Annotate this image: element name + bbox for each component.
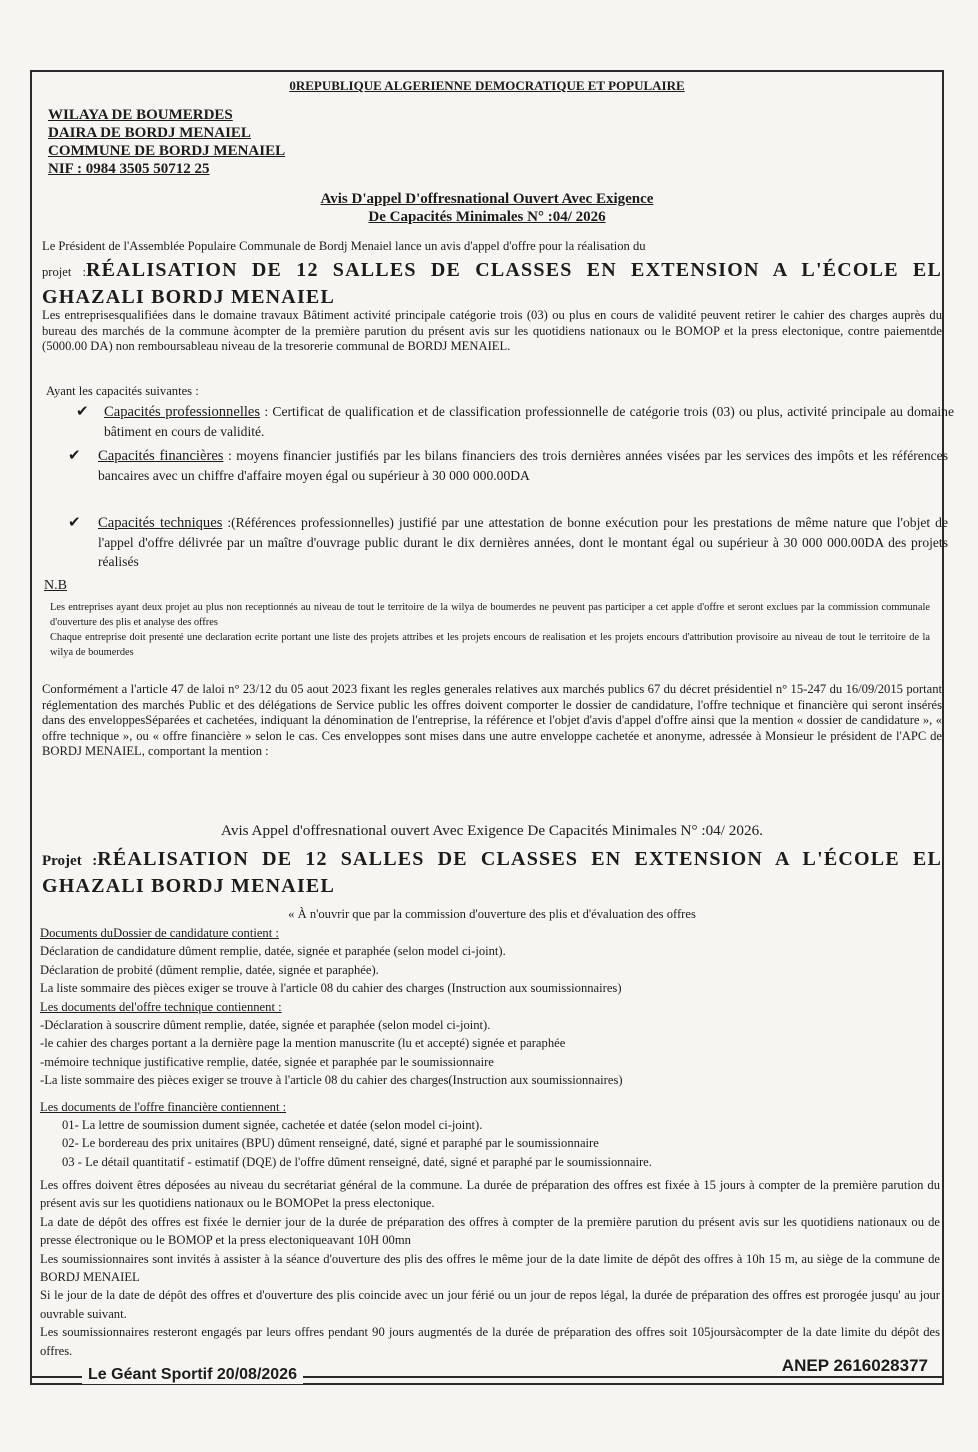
project-name-1: RÉALISATION DE 12 SALLES DE CLASSES EN EXTENSION A L'ÉCOLE EL GHAZALI BORDJ MENAIEL bbox=[42, 259, 942, 308]
capacity-financial bbox=[98, 446, 948, 485]
capacity-professional-text: : Certificat de qualification et de classification professionnelle de catégorie trois (03) ou plus, activité principale au domaine bâtiment en cours de validité. bbox=[104, 404, 954, 439]
list-item: -Déclaration à souscrire dûment remplie, datée, signée et paraphée (selon model ci-joint). bbox=[40, 1018, 491, 1033]
do-not-open-mention: « À n'ouvrir que par la commission d'ouverture des plis et d'évaluation des offres bbox=[288, 907, 696, 921]
project-name-2: RÉALISATION DE 12 SALLES DE CLASSES EN EXTENSION A L'ÉCOLE EL GHAZALI BORDJ MENAIEL bbox=[42, 848, 942, 897]
capacity-technical-text: :(Références professionnelles) justifié par une attestation de bonne exécution pour les prestations de même nature que l'objet de l'appel d'offre délivrée par un maître d'ouvrage public durant le dix dernières années, dont le montant égal ou supérieur à 30 000 000.00DA des projets réalisés bbox=[98, 515, 948, 569]
capacity-technical-name: Capacités techniques bbox=[98, 515, 223, 531]
list-item: Déclaration de candidature dûment remplie, datée, signée et paraphée (selon model ci-joint). bbox=[40, 944, 506, 959]
nb-label: N.B bbox=[44, 578, 67, 593]
capacity-technical bbox=[98, 513, 948, 571]
list-item: La liste sommaire des pièces exiger se trouve à l'article 08 du cahier des charges (Instruction aux soumissionnaires) bbox=[40, 981, 622, 996]
wilaya-line: WILAYA DE BOUMERDES bbox=[48, 107, 233, 123]
list-item: -le cahier des charges portant a la dernière page la mention manuscrite (lu et accepté) signée et paraphée bbox=[40, 1036, 566, 1051]
deposit-paragraph: Les offres doivent êtres déposées au niveau du secrétariat général de la commune. La durée de préparation des offres est fixée à 15 jours à compter de la première parution du présent avis sur les quotidiens nationaux ou le BOMOPet la press electonique. bbox=[40, 1178, 940, 1211]
nb-note-1: Les entreprises ayant deux projet au plus non receptionnés au niveau de tout le territoire de la wilya de boumerdes ne peuvent pas participer a cet apple d'offre et seront exclues par la commission communale d'ouverture des plis et analyse des offres bbox=[50, 602, 930, 628]
capacity-financial-text: : moyens financier justifiés par les bilans financiers des trois dernières années visées par les services des impôts et les références bancaires avec un chiffre d'affaire moyen égal ou supérieur à 30 000 000.00DA bbox=[98, 448, 948, 483]
publication-source: Le Géant Sportif 20/08/2026 bbox=[82, 1366, 303, 1384]
checkmark-icon: ✔ bbox=[76, 404, 89, 420]
deadline-paragraph: La date de dépôt des offres est fixée le dernier jour de la durée de préparation des offres à compter de la première parution du présent avis sur les quotidiens nationaux ou de presse électronique ou le BOMOP et la press electoniqueavant 10H 00mn bbox=[40, 1214, 940, 1248]
conformity-paragraph: Conformément a l'article 47 de laloi n° 23/12 du 05 aout 2023 fixant les regles generales relatives aux marchés publics 67 du décret présidentiel n° 15-247 du 16/09/2015 portant réglementation des marchés Public et des délégations de Service public les offres doivent comporter le dossier de candidature, l'offre technique et financière qui seront insérés dans des enveloppesSéparées et cachetées, indiquant la dénomination de l'entreprise, la référence et l'objet d'avis d'appel d'offre ainsi que la mention « dossier de candidature », « offre technique », ou « offre financière » selon le cas. Ces enveloppes sont mises dans une autre enveloppe cachetée et anonyme, adressée à Monsieur le président de l'APC de BORDJ MENAIEL, comportant la mention : bbox=[42, 682, 942, 758]
list-item: 03 - Le détail quantitatif - estimatif (DQE) de l'offre dûment renseigné, daté, signé et paraphé par le soumissionnaire. bbox=[62, 1154, 652, 1169]
anep-reference: ANEP 2616028377 bbox=[776, 1356, 934, 1376]
republic-header: 0REPUBLIQUE ALGERIENNE DEMOCRATIQUE ET POPULAIRE bbox=[289, 78, 685, 93]
notice-title-line2: De Capacités Minimales N° :04/ 2026 bbox=[368, 209, 606, 225]
capacity-professional-name: Capacités professionnelles bbox=[104, 404, 261, 420]
list-item: 01- La lettre de soumission dument signée, cachetée et datée (selon model ci-joint). bbox=[62, 1118, 483, 1133]
nif-line: NIF : 0984 3505 50712 25 bbox=[48, 161, 210, 177]
list-item: -mémoire technique justificative remplie, datée, signée et paraphée par le soumissionnaire bbox=[40, 1054, 494, 1069]
document-frame bbox=[30, 70, 954, 1385]
final-conditions bbox=[40, 1176, 940, 1360]
checkmark-icon: ✔ bbox=[68, 448, 81, 464]
capacity-professional bbox=[104, 402, 954, 441]
documents-list bbox=[40, 924, 940, 1171]
administration-block bbox=[48, 106, 648, 178]
technical-offer-heading: Les documents del'offre technique contiennent : bbox=[40, 999, 282, 1014]
eligibility-paragraph: Les entreprisesqualifiées dans le domaine travaux Bâtiment activité principale catégorie trois (03) ou plus en cours de validité peuvent retirer le cahier des charges auprès du bureau des marchés de la commune àcompter de la première parution du présent avis sur les quotidiens nationaux ou le BOMOP et la press electonique, contre paiementde (5000.00 DA) non remboursableau niveau de la tresorerie communal de BORDJ MENAIEL. bbox=[42, 308, 942, 353]
opening-paragraph: Les soumissionnaires sont invités à assister à la séance d'ouverture des plis des offres le même jour de la date limite de dépôt des offres à 10h 15 m, au siège de la commune de BORDJ MENAIEL bbox=[40, 1251, 940, 1285]
list-item: -La liste sommaire des pièces exiger se trouve à l'article 08 du cahier des charges(Instruction aux soumissionnaires) bbox=[40, 1073, 623, 1088]
candidature-heading: Documents duDossier de candidature contient : bbox=[40, 926, 279, 940]
validity-paragraph: Les soumissionnaires resteront engagés par leurs offres pendant 90 jours augmentés de la durée de préparation des offres soit 105joursàcompter de la date limite du dépôt des offres. bbox=[40, 1325, 940, 1358]
daira-line: DAIRA DE BORDJ MENAIEL bbox=[48, 125, 251, 141]
project-prefix-1: projet : bbox=[42, 265, 86, 279]
notice-title-line1: Avis D'appel D'offresnational Ouvert Avec Exigence bbox=[320, 191, 654, 207]
commune-line: COMMUNE DE BORDJ MENAIEL bbox=[48, 143, 286, 159]
capacities-intro: Ayant les capacités suivantes : bbox=[46, 384, 199, 398]
notice-title bbox=[42, 190, 932, 226]
nb-note-2: Chaque entreprise doit presenté une declaration ecrite portant une liste des projets attribes et les projets encours de realisation et les projets encours d'attribution provisoire au niveau de tout le territoire de la wilya de boumerdes bbox=[50, 632, 930, 658]
capacity-financial-name: Capacités financières bbox=[98, 448, 224, 464]
project-title-2 bbox=[42, 847, 942, 899]
intro-paragraph: Le Président de l'Assemblée Populaire Communale de Bordj Menaiel lance un avis d'appel d'offre pour la réalisation du bbox=[42, 239, 646, 253]
project-prefix-2: Projet : bbox=[42, 853, 98, 869]
list-item: 02- Le bordereau des prix unitaires (BPU) dûment renseigné, daté, signé et paraphé par le soumissionnaire bbox=[62, 1136, 599, 1151]
footer bbox=[30, 1356, 944, 1392]
holiday-paragraph: Si le jour de la date de dépôt des offres et d'ouverture des plis coincide avec un jour férié ou un jour de repos légal, la durée de préparation des offres est prorogée jusqu' au jour ouvrable suivant. bbox=[40, 1288, 940, 1321]
financial-offer-heading: Les documents de l'offre financière contiennent : bbox=[40, 1099, 287, 1114]
list-item: Déclaration de probité (dûment remplie, datée, signée et paraphée). bbox=[40, 962, 379, 977]
envelope-notice-title: Avis Appel d'offresnational ouvert Avec Exigence De Capacités Minimales N° :04/ 2026. bbox=[221, 822, 763, 839]
project-title-1 bbox=[42, 258, 942, 310]
nb-notes bbox=[50, 600, 930, 660]
checkmark-icon: ✔ bbox=[68, 515, 81, 531]
